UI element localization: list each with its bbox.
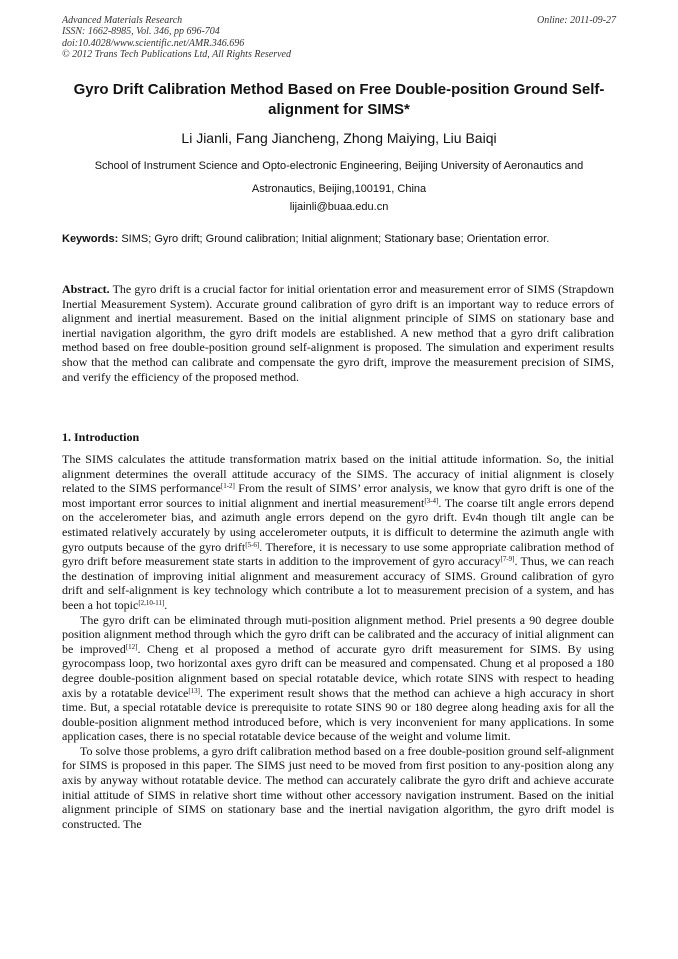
citation: [13] xyxy=(188,686,200,695)
keywords-label: Keywords: xyxy=(62,233,119,245)
introduction-body xyxy=(62,452,614,831)
citation: [5-6] xyxy=(245,540,260,549)
abstract-text: The gyro drift is a crucial factor for initial orientation error and measurement error of SIMS (Strapdown Inertial Measurement System). Accurate ground calibration of gyro drift is an important way to reduce errors of alignment and inertial measurement. Based on the initial alignment principle of SIMS on stationary base and inertial navigation algorithm, the gyro drift models are established. A new method that a gyro drift calibration method based on free double-position ground self-alignment is proposed. The simulation and experiment results show that the method can calibrate and compensate the gyro drift, improve the measurement precision of SIMS, and verify the efficiency of the proposed method. xyxy=(62,282,614,384)
paragraph xyxy=(62,452,614,613)
author-email: lijainli@buaa.edu.cn xyxy=(289,201,389,213)
running-header xyxy=(62,15,616,60)
citation: [12] xyxy=(125,642,138,651)
abstract-label: Abstract. xyxy=(62,282,110,296)
keywords-text: SIMS; Gyro drift; Ground calibration; Initial alignment; Stationary base; Orientation error. xyxy=(121,233,550,245)
author-list: Li Jianli, Fang Jiancheng, Zhong Maiying, Liu Baiqi xyxy=(181,130,497,146)
text-run: . xyxy=(164,597,168,612)
text-run: . The experiment result shows that the method can achieve a high accuracy in short time. But, a special rotatable device is prerequisite to rotate SINS 90 or 180 degree along heading axis for all the double-position alignment method introduced before, which is very inconvenient for many applications. In some application cases, there is no special rotatable device because of the weight and volume limit. xyxy=(62,685,614,744)
copyright-line: © 2012 Trans Tech Publications Ltd, All Rights Reserved xyxy=(62,48,291,60)
paragraph: To solve those problems, a gyro drift calibration method based on a free double-position ground self-alignment for SIMS is proposed in this paper. The SIMS just need to be moved from first position to any-position along any axis by anyway without rotatable device. The method can accurately calibrate the gyro drift and achieve accurate initial attitude of SIMS in relative short time without other accessory navigation instrument. Based on the initial alignment principle of SIMS on stationary base and the inertial navigation algorithm, the gyro drift model is constructed. The xyxy=(62,743,614,831)
online-date: Online: 2011-09-27 xyxy=(537,15,616,26)
paper-title: Gyro Drift Calibration Method Based on Free Double-position Ground Self-alignment for SIMS* xyxy=(73,81,605,118)
text-run: . Cheng et al proposed a method of accurate gyro drift measurement for SIMS. By using gyrocompass loop, two horizontal axes gyro drift can be measured and compensated. Chung et al proposed a 180 degree double-position alignment based on special rotatable device, which rotate SINS with respect to heading axis by a rotatable device xyxy=(62,641,614,700)
affiliation: School of Instrument Science and Opto-electronic Engineering, Beijing University of Aeronautics and Astronautics, Beijing,100191, China xyxy=(94,160,584,195)
text-run: The gyro drift can be eliminated through muti-position alignment method. Priel presents a 90 degree double position alignment method through which the gyro drift can be calibrated and the accuracy of initial alignment can be improved xyxy=(62,612,614,656)
citation: [2,10-11] xyxy=(138,598,165,607)
section-heading: 1. Introduction xyxy=(62,430,140,444)
text-run: . Therefore, it is necessary to use some appropriate calibration method of gyro drift before measurement state starts in addition to the improvement of gyro accuracy xyxy=(62,539,614,569)
text-run: From the result of SIMS’ error analysis, we know that gyro drift is one of the most important error sources to initial alignment and inertial measurement xyxy=(62,481,614,510)
citation: [3-4] xyxy=(424,496,439,505)
paragraph xyxy=(62,613,614,744)
journal-name: Advanced Materials Research xyxy=(62,15,183,26)
citation: [1-2] xyxy=(220,482,235,491)
keywords-block xyxy=(62,232,614,247)
text-run: . Thus, we can reach the destination of improving initial alignment and measurement accuracy of SIMS. Ground calibration of gyro drift and self-alignment is key technology which contribute a lot to measurement precision of a system, and has been a hot topic xyxy=(62,554,615,612)
text-run: The SIMS calculates the attitude transformation matrix based on the initial attitude information. So, the initial alignment determines the overall attitude accuracy of the SIMS. The accuracy of initial alignment is closely related to the SIMS performance xyxy=(62,452,614,496)
abstract-block xyxy=(62,282,614,384)
issn-line: ISSN: 1662-8985, Vol. 346, pp 696-704 xyxy=(62,26,220,38)
doi-line: doi:10.4028/www.scientific.net/AMR.346.696 xyxy=(62,37,245,49)
citation: [7-9] xyxy=(500,555,515,564)
text-run: . The coarse tilt angle errors depend on the accelerometer bias, and azimuth angle errors depend on the gyro drift. Ev4n though tilt angle can be estimated relatively accurately by using accelerometer outputs, it is difficult to determine the azimuth angle with gyro outputs because of the gyro drift xyxy=(62,495,615,554)
